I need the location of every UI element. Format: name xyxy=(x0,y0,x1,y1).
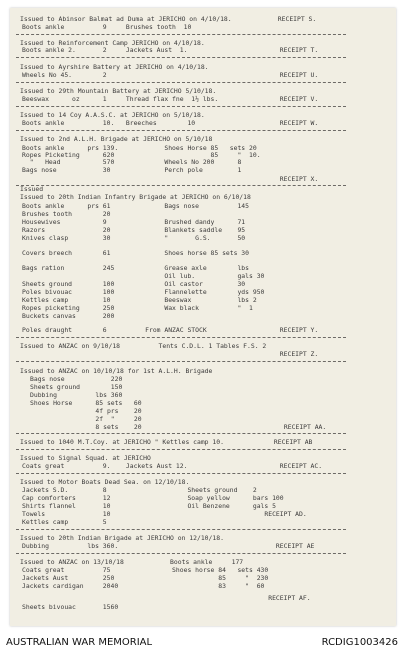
item-line: Covers breech 61 Shoes horse 85 sets 30 xyxy=(22,249,250,257)
item-line: Boots ankle 2. 2 Jackets Aust 1. RECEIPT T. xyxy=(22,46,319,54)
item-line: " Head 570 Wheels No 200 8 xyxy=(22,158,242,166)
item-line: Jackets cardigan 2040 83 " 60 xyxy=(22,582,265,590)
item-line: Razors 20 Blankets saddle 95 xyxy=(22,226,246,234)
item-line: Poles bivouac 100 Flannelette yds 950 xyxy=(22,288,265,296)
item-line: Boots ankle 10. Breeches 10 RECEIPT W. xyxy=(22,119,319,127)
item-line: Jackets S.D. 8 Sheets ground 2 xyxy=(22,486,257,494)
receipt-line: RECEIPT AF. xyxy=(22,594,311,602)
issue-line: Issued to Abinsor Balmat ad Duma at JERICHO on 4/10/18. RECEIPT S. xyxy=(20,15,317,23)
item-line: Boots ankle 9 Brushes tooth 10 xyxy=(22,23,192,31)
divider xyxy=(16,57,346,58)
item-line: Oil lub. gals 30 xyxy=(22,272,265,280)
issue-line: Issued xyxy=(20,185,44,193)
issue-line: Issued to Motor Boats Dead Sea. on 12/10/18. xyxy=(20,478,190,486)
divider xyxy=(16,529,346,530)
item-line: Wheels No 45. 2 RECEIPT U. xyxy=(22,71,319,79)
item-line: Shirts flannel 10 Oil Benzene gals 5 xyxy=(22,502,276,510)
issue-line: Issued to 14 Coy A.A.S.C. at JERICHO on 5/10/18. xyxy=(20,111,205,119)
item-line: Bags ration 245 Grease axle lbs xyxy=(22,264,250,272)
archive-credit: AUSTRALIAN WAR MEMORIAL xyxy=(6,637,153,648)
issue-line: Issued to 20th Indian Brigade at JERICHO on 12/10/18. xyxy=(20,534,224,542)
item-line: 2f " 20 xyxy=(30,415,142,423)
divider xyxy=(16,82,346,83)
divider xyxy=(16,337,346,338)
divider xyxy=(16,433,346,434)
issue-line: Issued to ANZAC on 10/10/18 for 1st A.L.H. Brigade xyxy=(20,367,213,375)
issue-line: Issued to ANZAC on 9/10/18 Tents C.D.L. 1 Tables F.S. 2 xyxy=(20,342,267,350)
item-line: 4f prs 20 xyxy=(30,407,142,415)
divider xyxy=(16,473,346,474)
item-line: Ropes picketing 250 Wax black " 1 xyxy=(22,304,253,312)
item-line: Towels 10 RECEIPT AD. xyxy=(22,510,307,518)
item-line: Coats great 9. Jackets Aust 12. RECEIPT AC. xyxy=(22,462,323,470)
item-line: Dubbing lbs 360 xyxy=(30,391,123,399)
divider xyxy=(16,361,346,362)
receipt-line: RECEIPT X. xyxy=(22,175,319,183)
item-line: Kettles camp 10 Beeswax lbs 2 xyxy=(22,296,257,304)
item-line: Brushes tooth 20 xyxy=(22,210,111,218)
item-line: Jackets Aust 250 85 " 230 xyxy=(22,574,269,582)
item-line: Sheets bivouac 1560 xyxy=(22,603,119,611)
item-line: Coats great 75 Shoes horse 84 sets 430 xyxy=(22,566,269,574)
issue-line: Issued to Reinforcement Camp JERICHO on 4/10/18. xyxy=(20,39,205,47)
issue-line: Issued to 29th Mountain Battery at JERICHO 5/10/18. xyxy=(20,87,217,95)
item-line: Housewives 9 Brushed dandy 71 xyxy=(22,218,246,226)
item-line: Bags nose 30 Perch pole 1 xyxy=(22,166,242,174)
item-line: Beeswax oz 1 Thread flax fne 1½ lbs. RECEIPT V. xyxy=(22,95,319,103)
item-line: Poles draught 6 From ANZAC STOCK RECEIPT Y. xyxy=(22,326,319,334)
divider xyxy=(16,106,346,107)
receipt-line: RECEIPT Z. xyxy=(22,350,319,358)
item-line: Kettles camp 5 xyxy=(22,518,107,526)
item-line: Buckets canvas 200 xyxy=(22,312,115,320)
archive-id: RCDIG1003426 xyxy=(321,637,398,648)
divider xyxy=(16,553,346,554)
issue-line: Issued to 20th Indian Infantry Brigade at JERICHO on 6/10/18 xyxy=(20,193,251,201)
issue-line: Issued to 1040 M.T.Coy. at JERICHO " Kettles camp 10. RECEIPT AB xyxy=(20,438,313,446)
item-line: Shoes Horse 85 sets 60 xyxy=(30,399,142,407)
item-line: 8 sets 20 RECEIPT AA. xyxy=(30,423,327,431)
issue-line: Issued to ANZAC on 13/10/18 Boots ankle 177 xyxy=(20,558,244,566)
issue-line: Issued to 2nd A.L.H. Brigade at JERICHO on 5/10/18 xyxy=(20,135,213,143)
divider xyxy=(16,130,346,131)
item-line: Knives clasp 30 " G.S. 50 xyxy=(22,234,246,242)
divider xyxy=(16,185,346,186)
item-line: Cap comforters 12 Soap yellow bars 100 xyxy=(22,494,284,502)
issue-line: Issued to Signal Squad. at JERICHO xyxy=(20,454,151,462)
item-line: Boots ankle prs 61 Bags nose 145 xyxy=(22,202,250,210)
item-line: Dubbing lbs 360. RECEIPT AE xyxy=(22,542,315,550)
item-line: Bags nose 220 xyxy=(30,375,123,383)
item-line: Sheets ground 100 Oil castor 30 xyxy=(22,280,246,288)
divider xyxy=(16,449,346,450)
item-line: Sheets ground 150 xyxy=(30,383,123,391)
issue-line: Issued to Ayrshire Battery at JERICHO on 4/10/18. xyxy=(20,63,209,71)
divider xyxy=(16,34,346,35)
item-line: Ropes Picketing 620 85 " 10. xyxy=(22,151,261,159)
item-line: Boots ankle prs 139. Shoes Horse 85 sets 20 xyxy=(22,144,257,152)
